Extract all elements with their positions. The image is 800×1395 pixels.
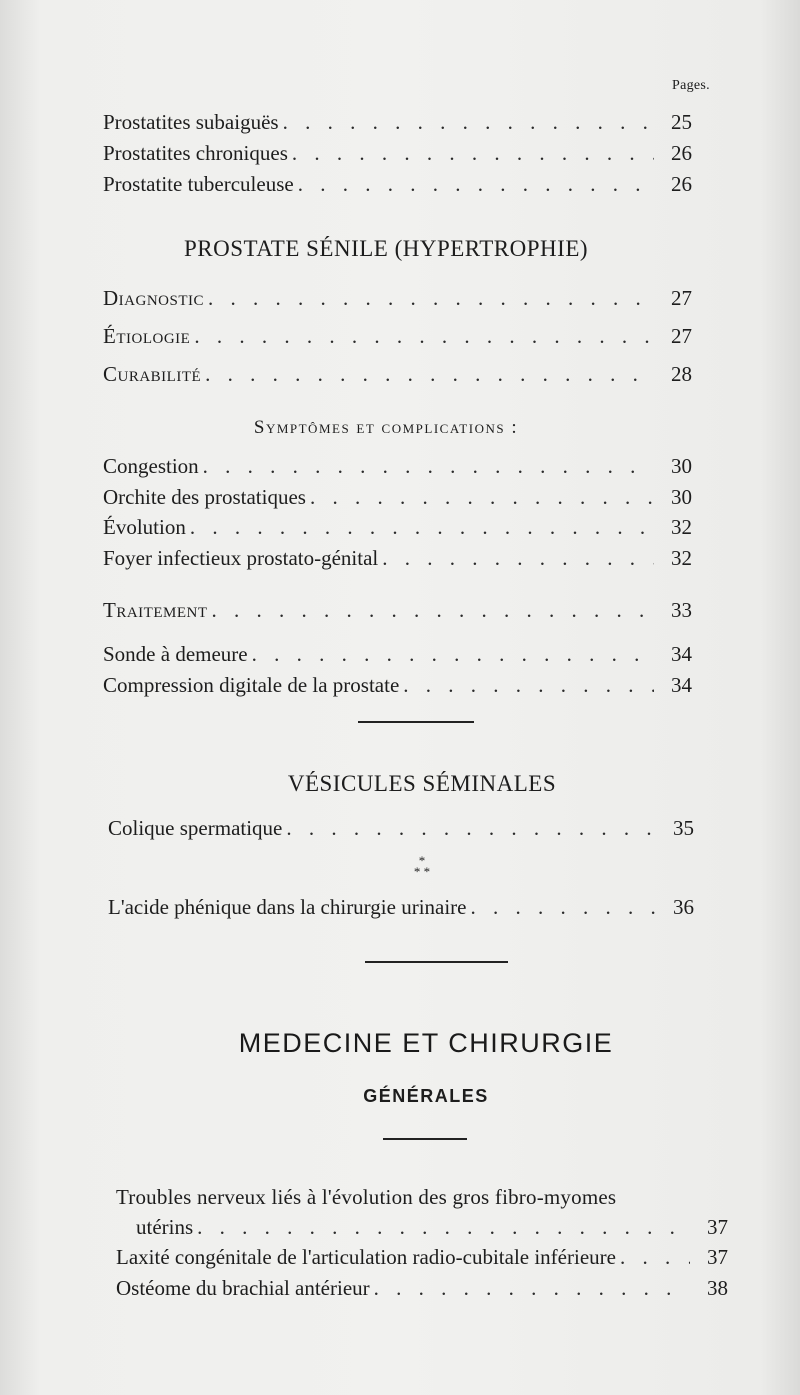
toc-entry — [108, 816, 694, 841]
entry-title: Compression digitale de la prostate — [103, 673, 400, 697]
entry-title: Diagnostic — [103, 286, 204, 310]
toc-entry — [103, 454, 692, 479]
divider-rule — [383, 1138, 467, 1140]
entry-page: 34 — [671, 673, 692, 697]
section-heading-medecine: MEDECINE ET CHIRURGIE — [238, 1028, 614, 1058]
dot-leader — [310, 485, 654, 510]
entry-page: 30 — [671, 454, 692, 478]
dot-leader — [471, 895, 657, 920]
dot-leader — [252, 642, 654, 667]
toc-entry — [103, 546, 692, 571]
dot-leader — [286, 816, 656, 841]
section-heading-prostate: PROSTATE SÉNILE (HYPERTROPHIE) — [183, 236, 589, 261]
toc-entry — [103, 642, 692, 667]
dot-leader — [292, 141, 654, 166]
dot-leader — [194, 324, 654, 349]
entry-page: 37 — [707, 1245, 728, 1269]
entry-page: 26 — [671, 141, 692, 165]
toc-entry — [103, 362, 692, 387]
toc-entry — [103, 141, 692, 166]
asterism-ornament: * * * — [413, 853, 431, 879]
toc-entry — [103, 110, 692, 135]
dot-leader — [283, 110, 654, 135]
entry-page: 30 — [671, 485, 692, 509]
entry-title: Sonde à demeure — [103, 642, 248, 666]
subheading-symptomes: Symptômes et complications : — [253, 417, 519, 438]
entry-title: Prostatites subaiguës — [103, 110, 279, 134]
entry-title: Foyer infectieux prostato-génital — [103, 546, 379, 570]
entry-title-line1: Troubles nerveux liés à l'évolution des gros fibro-myomes — [116, 1185, 617, 1209]
entry-title: Colique spermatique — [108, 816, 283, 840]
entry-page: 34 — [671, 642, 692, 666]
entry-page: 26 — [671, 172, 692, 196]
dot-leader — [403, 673, 654, 698]
entry-title: Orchite des prostatiques — [103, 485, 306, 509]
toc-entry — [108, 895, 694, 920]
entry-title: Traitement — [103, 598, 208, 622]
entry-page: 37 — [707, 1215, 728, 1239]
entry-page: 32 — [671, 515, 692, 539]
toc-entry — [103, 286, 692, 311]
pages-column-label: Pages. — [672, 78, 710, 93]
section-heading-vesicules: VÉSICULES SÉMINALES — [287, 771, 557, 796]
dot-leader — [197, 1215, 690, 1240]
entry-page: 27 — [671, 324, 692, 348]
toc-entry — [116, 1276, 728, 1301]
dot-leader — [620, 1245, 690, 1270]
dot-leader — [203, 454, 654, 479]
entry-title: Prostatite tuberculeuse — [103, 172, 294, 196]
dot-leader — [374, 1276, 690, 1301]
entry-title: utérins — [136, 1215, 194, 1239]
dot-leader — [190, 515, 654, 540]
toc-entry — [103, 172, 692, 197]
toc-entry — [103, 598, 692, 623]
entry-title: Évolution — [103, 515, 186, 539]
entry-title: Curabilité — [103, 362, 202, 386]
dot-leader — [205, 362, 654, 387]
entry-page: 33 — [671, 598, 692, 622]
toc-entry — [103, 515, 692, 540]
toc-entry — [116, 1245, 728, 1270]
entry-title: Congestion — [103, 454, 199, 478]
section-subheading-generales: GÉNÉRALES — [363, 1086, 489, 1106]
entry-title: L'acide phénique dans la chirurgie urinaire — [108, 895, 467, 919]
entry-title: Étiologie — [103, 324, 191, 348]
entry-page: 25 — [671, 110, 692, 134]
entry-title: Ostéome du brachial antérieur — [116, 1276, 370, 1300]
divider-rule — [358, 721, 474, 723]
toc-entry — [136, 1215, 728, 1240]
toc-entry — [103, 673, 692, 698]
dot-leader — [208, 286, 654, 311]
divider-rule — [365, 961, 508, 963]
dot-leader — [382, 546, 654, 571]
dot-leader — [298, 172, 654, 197]
entry-page: 38 — [707, 1276, 728, 1300]
entry-page: 36 — [673, 895, 694, 919]
entry-page: 27 — [671, 286, 692, 310]
entry-title: Laxité congénitale de l'articulation radio-cubitale inférieure — [116, 1245, 616, 1269]
entry-page: 32 — [671, 546, 692, 570]
toc-entry — [103, 324, 692, 349]
dot-leader — [211, 598, 654, 623]
entry-page: 28 — [671, 362, 692, 386]
entry-page: 35 — [673, 816, 694, 840]
toc-entry — [103, 485, 692, 510]
entry-title: Prostatites chroniques — [103, 141, 288, 165]
